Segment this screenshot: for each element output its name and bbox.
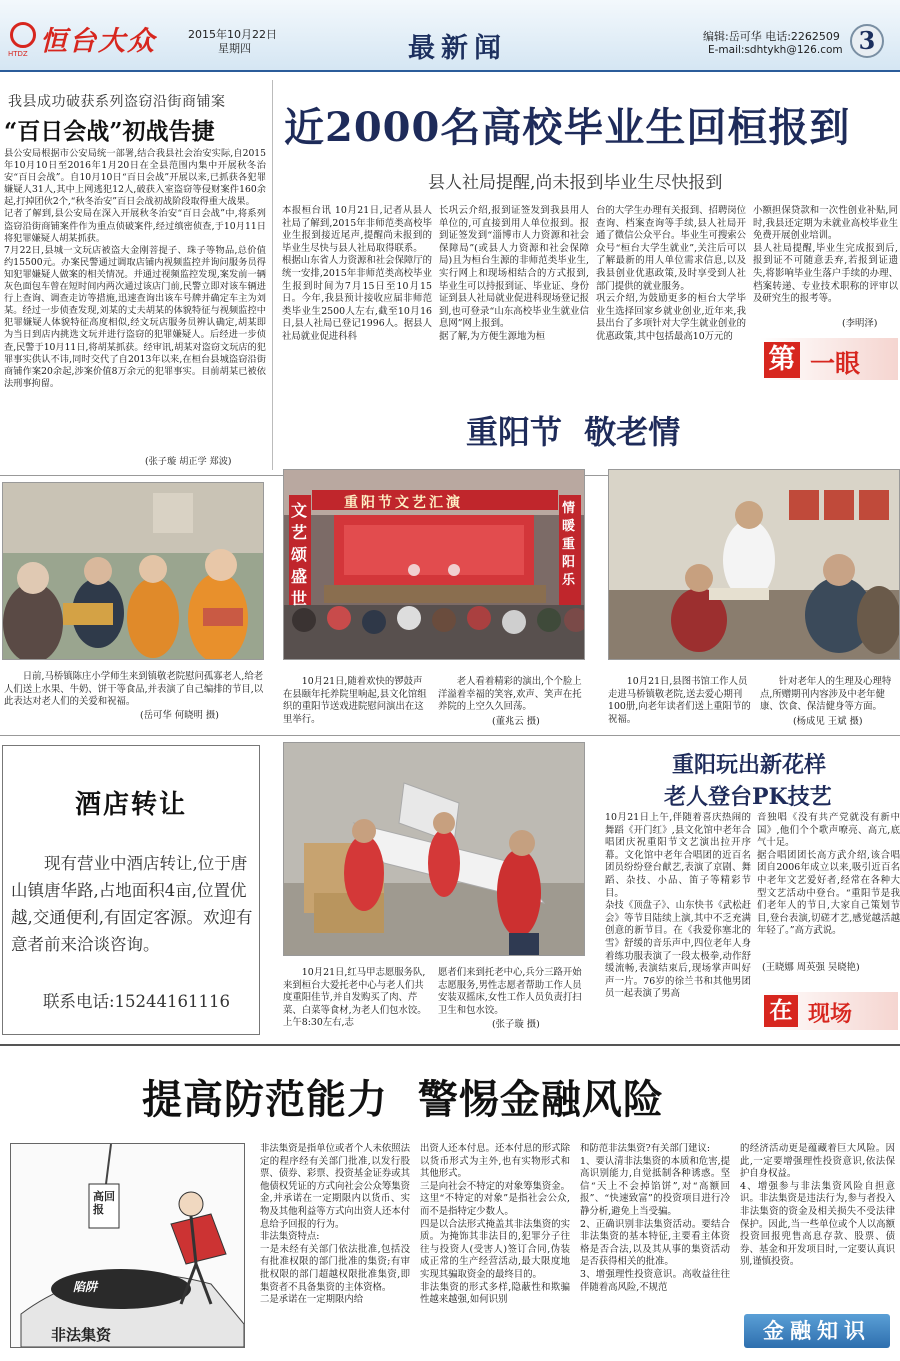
logo-sub: HTDZ [8,50,28,58]
hotel-ad-body: 现有营业中酒店转让,位于唐山镇唐华路,占地面积4亩,位置优越,交通便利,有固定客源。欢迎有意者前来洽谈咨询。 [11,854,253,954]
photo3-caption-b: 针对老年人的生理及心理特点,所赠期刊内容涉及中老年健康、饮食、保洁健身等方面。 [760,676,892,713]
chongyang-title: 重阳节 敬老情 [466,413,681,451]
pk-title-1: 重阳玩出新花样 [672,752,827,778]
hotel-ad-title: 酒店转让 [74,790,187,820]
first-look-badge-main: 第 [764,342,800,378]
page-number: 3 [850,24,884,58]
logo: 恒台大众 [40,26,156,57]
photo2-caption-b: 老人看着精彩的演出,个个脸上洋溢着幸福的笑容,欢声、笑声在托养院的上空久久回荡。 [438,676,582,713]
photo-students-nursing-home [2,482,264,660]
editor-email: E-mail:sdhtykh@126.com [708,44,843,56]
hotel-ad [2,745,260,1035]
pk-title-2: 老人登台PK技艺 [664,784,832,810]
on-site-badge-main: 在 [764,995,798,1027]
first-look-badge [760,338,898,380]
issue-weekday: 星期四 [218,42,251,55]
hotel-ad-contact: 联系电话:15244161116 [43,992,231,1011]
editor-contact: 编辑:岳可华 电话:2262509 [703,30,840,43]
photo-library-magazines [608,469,900,660]
lead-subtitle: 县人社局提醒,尚未报到毕业生尽快报到 [428,173,723,193]
photo-volunteers-bed [283,742,585,956]
lead-title: 近2000名高校毕业生回桓报到 [284,104,851,151]
stage-side-right: 情暖重阳乐 [562,501,576,588]
finance-title: 提高防范能力 警惕金融风险 [142,1076,664,1123]
photo3-caption-a: 10月21日,县图书馆工作人员走进马桥镇敬老院,送去爱心期刊100册,向老年读者们送上重阳节的祝福。 [608,676,751,725]
cartoon-label-trap: 陷阱 [73,1280,98,1294]
finance-col2: 出资人还本付息。还本付息的形式除以货币形式为主外,也有实物形式和其他形式。 三是向社会不特定的对象筹集资金。这里“不特定的对象”是指社会公众,而不是指特定少数人。 四是以合法形式掩盖其非法集资的实质。为掩饰其非法目的,犯罪分子往往与投资人(受害人)签订合同,伪装成正常的生产经营活动,最大限度地实现其骗取资金的最终目的。 非法集资的形式多样,隐蔽性和欺骗性越来越强,如何识别 [420,1143,570,1306]
photo1-caption: 日前,马桥镇陈庄小学师生来到镇敬老院慰问孤寡老人,给老人们送上水果、牛奶、饼干等食品,并表演了自己编排的节目,以此表达对老人们的关爱和祝福。 [4,671,264,708]
lead-col1: 本报桓台讯 10月21日,记者从县人社局了解到,2015年非师范类高校毕业生报到接近尾声,提醒尚未报到的毕业生尽快与县人社局取得联系。 根据山东省人力资源和社会保障厅的统一安排,2015年非师范类高校毕业生报到时间为7月15日至10月15日。今年,我县预计接收应届非师范类毕业生2500人左右,截至10月16日,县人社局已登记1996人。据县人社局就业促进科科 [282,205,432,342]
lead-col3: 台的大学生办理有关报到、招聘岗位查询、档案查询等手续,县人社局开通了微信公众平台。毕业生可搜索公众号“桓台大学生就业”,关注后可以了解最新的用人单位需求信息,以及我县创业优惠政策,及时享受到人社部门提供的就业服务。 巩云介绍,为鼓励更多的桓台大学毕业生选择回家乡就业创业,近年来,我县出台了多项针对大学生就业创业的优惠政策,其中包括最高10万元的 [596,205,746,342]
masthead [0,0,900,72]
photo3-byline: (杨成见 王斌 摄) [793,716,863,727]
logo-icon [10,22,36,48]
bed-byline: (张子璇 摄) [492,1019,540,1030]
cartoon-caption: 非法集资 [51,1326,112,1344]
lead-col2: 长巩云介绍,报到证签发到我县用人单位的,可直接到用人单位报到。报到证签发到“淄博市人力资源和社会保障局”(或县人力资源和社会保障局)且为桓台生源的非师范类毕业生,实行网上和现场相结合的方式报到,毕业生可以持报到证、毕业证、身份证到县人社局就业促进科现场登记报到,也可登录“山东高校毕业生就业信息网”网上报到。 据了解,为方便生源地为桓 [439,205,589,342]
story1-title: “百日会战”初战告捷 [4,118,215,145]
photo2-caption-a: 10月21日,随着欢快的锣鼓声在县颐年托养院里响起,县文化馆组织的重阳节送戏进院慰问演出在这里举行。 [283,676,427,725]
finance-col4: 的经济活动更是蕴藏着巨大风险。因此,一定要增强理性投资意识,依法保护自身权益。 4、增强参与非法集资风险自担意识。非法集资是违法行为,参与者投入非法集资的资金及相关损失不受法律保护。因此,当一些单位或个人以高额投资回报兜售高息存款、股票、债券、基金和开发项目时,一定要认真识别,谨慎投资。 [740,1143,895,1268]
pk-byline: (王晓娜 周英强 吴晓艳) [762,962,860,973]
finance-badge: 金融知识 [744,1314,890,1348]
first-look-badge-rest: 一眼 [810,349,861,378]
finance-cartoon [10,1143,245,1348]
bed-caption-b: 愿者们来到托老中心,兵分三路开始志愿服务,男性志愿者帮助工作人员安装双摇床,女性工作人员负责打扫卫生和包水饺。 [438,967,582,1016]
pk-col1: 10月21日上午,伴随着喜庆热闹的舞蹈《开门红》,县文化馆中老年合唱团庆祝重阳节文艺演出拉开序幕。文化馆中老年合唱团的近百名团员纷纷登台献艺,表演了京剧、舞蹈、杂技、小品、笛子等精彩节目。 杂技《顶盘子》、山东快书《武松赶会》等节目陆续上演,其中不乏充满创意的新节目。在《我爱你塞北的雪》舒缓的音乐声中,四位老年人身着练功服表演了一段太极拳,动作舒缓流畅,表演结束后,现场掌声叫好声一片。76岁的徐兰书和其他男团员一起表演了男高 [605,812,751,1000]
lead-byline: (李明泽) [842,318,878,329]
photo1-byline: (岳可华 何晓明 摄) [140,710,219,721]
pk-col2: 音独唱《没有共产党就没有新中国》,他们个个歌声嘹亮、高亢,底气十足。 据合唱团团长高方武介绍,该合唱团自2006年成立以来,吸引近百名中老年文艺爱好者,经常在各种大型文艺活动中登台。“重阳节是我们老年人的节日,大家自己策划节目,登台表演,切磋才艺,感觉越活越年轻了。”高方武说。 [757,812,900,937]
stage-side-left: 文艺颂盛世 [291,501,308,608]
lead-col4: 小额担保贷款和一次性创业补贴,同时,我县还定期为未就业高校毕业生免费开展创业培训。 县人社局提醒,毕业生完成报到后,报到证不可随意丢弃,若报到证遗失,将影响毕业生落户手续的办理、档案转递、专业技术职称的评审以及研究生的报考等。 [753,205,898,305]
section-title: 最新闻 [408,33,507,64]
cartoon-label-high-return: 高回报 [93,1190,115,1216]
bed-caption-a: 10月21日,红马甲志愿服务队,来到桓台大爱托老中心与老人们共度重阳佳节,并自发购买了肉、芹菜、白菜等食材,为老人们包水饺。上午8:30左右,志 [283,967,427,1029]
photo-stage-performance [283,469,585,660]
photo2-byline: (董兆云 摄) [492,716,540,727]
finance-col3: 和防范非法集资?有关部门建议: 1、要认清非法集资的本质和危害,提高识别能力,自觉抵制各种诱惑。坚信“天上不会掉馅饼”,对“高额回报”、“快速致富”的投资项目进行冷静分析,避免上当受骗。 2、正确识别非法集资活动。要结合非法集资的基本特征,主要看主体资格是否合法,以及其从事的集资活动是否获得相关的批准。 3、增强理性投资意识。高收益往往伴随着高风险,不规范 [580,1143,730,1293]
issue-date: 2015年10月22日 [188,28,277,41]
on-site-badge [760,992,898,1030]
finance-col1: 非法集资是指单位或者个人未依照法定的程序经有关部门批准,以发行股票、债券、彩票、投资基金证券或其他债权凭证的方式向社会公众筹集资金,并承诺在一定期限内以货币、实物及其他利益等方式向出资人还本付息给予回报的行为。 非法集资特点: 一是未经有关部门依法批准,包括没有批准权限的部门批准的集资;有审批权限的部门超越权限批准集资,即集资者不具备集资的主体资格。 二是承诺在一定期限内给 [260,1143,410,1306]
stage-banner: 重阳节文艺汇演 [344,495,463,511]
on-site-badge-rest: 现场 [808,1001,853,1027]
story1-body: 县公安局根据市公安局统一部署,结合我县社会治安实际,自2015年10月10日至2016年1月20日在全县范围内集中开展秋冬治安“百日会战”。自10月10日“百日会战”开展以来,已抓获各犯罪嫌疑人31人,其中上网逃犯12人,破获入室盗窃等侵财案件160余起,打掉团伙2个,“秋冬治安”百日会战初战阶段取得重大战果。 记者了解到,县公安局在深入开展秋冬治安“百日会战”中,将系列盗窃沿街商铺案件作为重点侦破案件,经过缜密侦查,于10月11日将犯罪嫌疑人胡某抓获。 7月22日,县城一文玩店被盗大金刚菩提子、珠子等物品,总价值约15500元。办案民警通过调取店铺内视频监控并询问服务员得知犯罪嫌疑人做案的相关情况。并通过视频监控发现,案发前一辆灰色面包车曾在短时间内两次通过该店门前,民警立即对该车辆进行上查询、调查走访等措施,迅速查询出该车号牌并确定车主为刘某。经过一步侦查发现,刘某的丈夫胡某的体貌特征与视频监控中犯罪嫌疑人体貌特征高度相似,经文玩店服务员辨认确定,胡某即为当日到店内挑选文玩并进行盗窃的犯罪嫌疑人。后经进一步侦查,民警于10月11日,将胡某抓获。经审讯,胡某对盗窃文玩店的犯罪事实供认不讳,同时交代了自2013年以来,在桓台县城盗窃沿街商铺作案20余起,涉案价值8万余元的犯罪事实。目前胡某已被依法刑事拘留。 [4,148,266,389]
story1-byline: (张子璇 胡正学 郑波) [145,456,232,467]
story1-kicker: 我县成功破获系列盗窃沿街商铺案 [8,94,226,110]
